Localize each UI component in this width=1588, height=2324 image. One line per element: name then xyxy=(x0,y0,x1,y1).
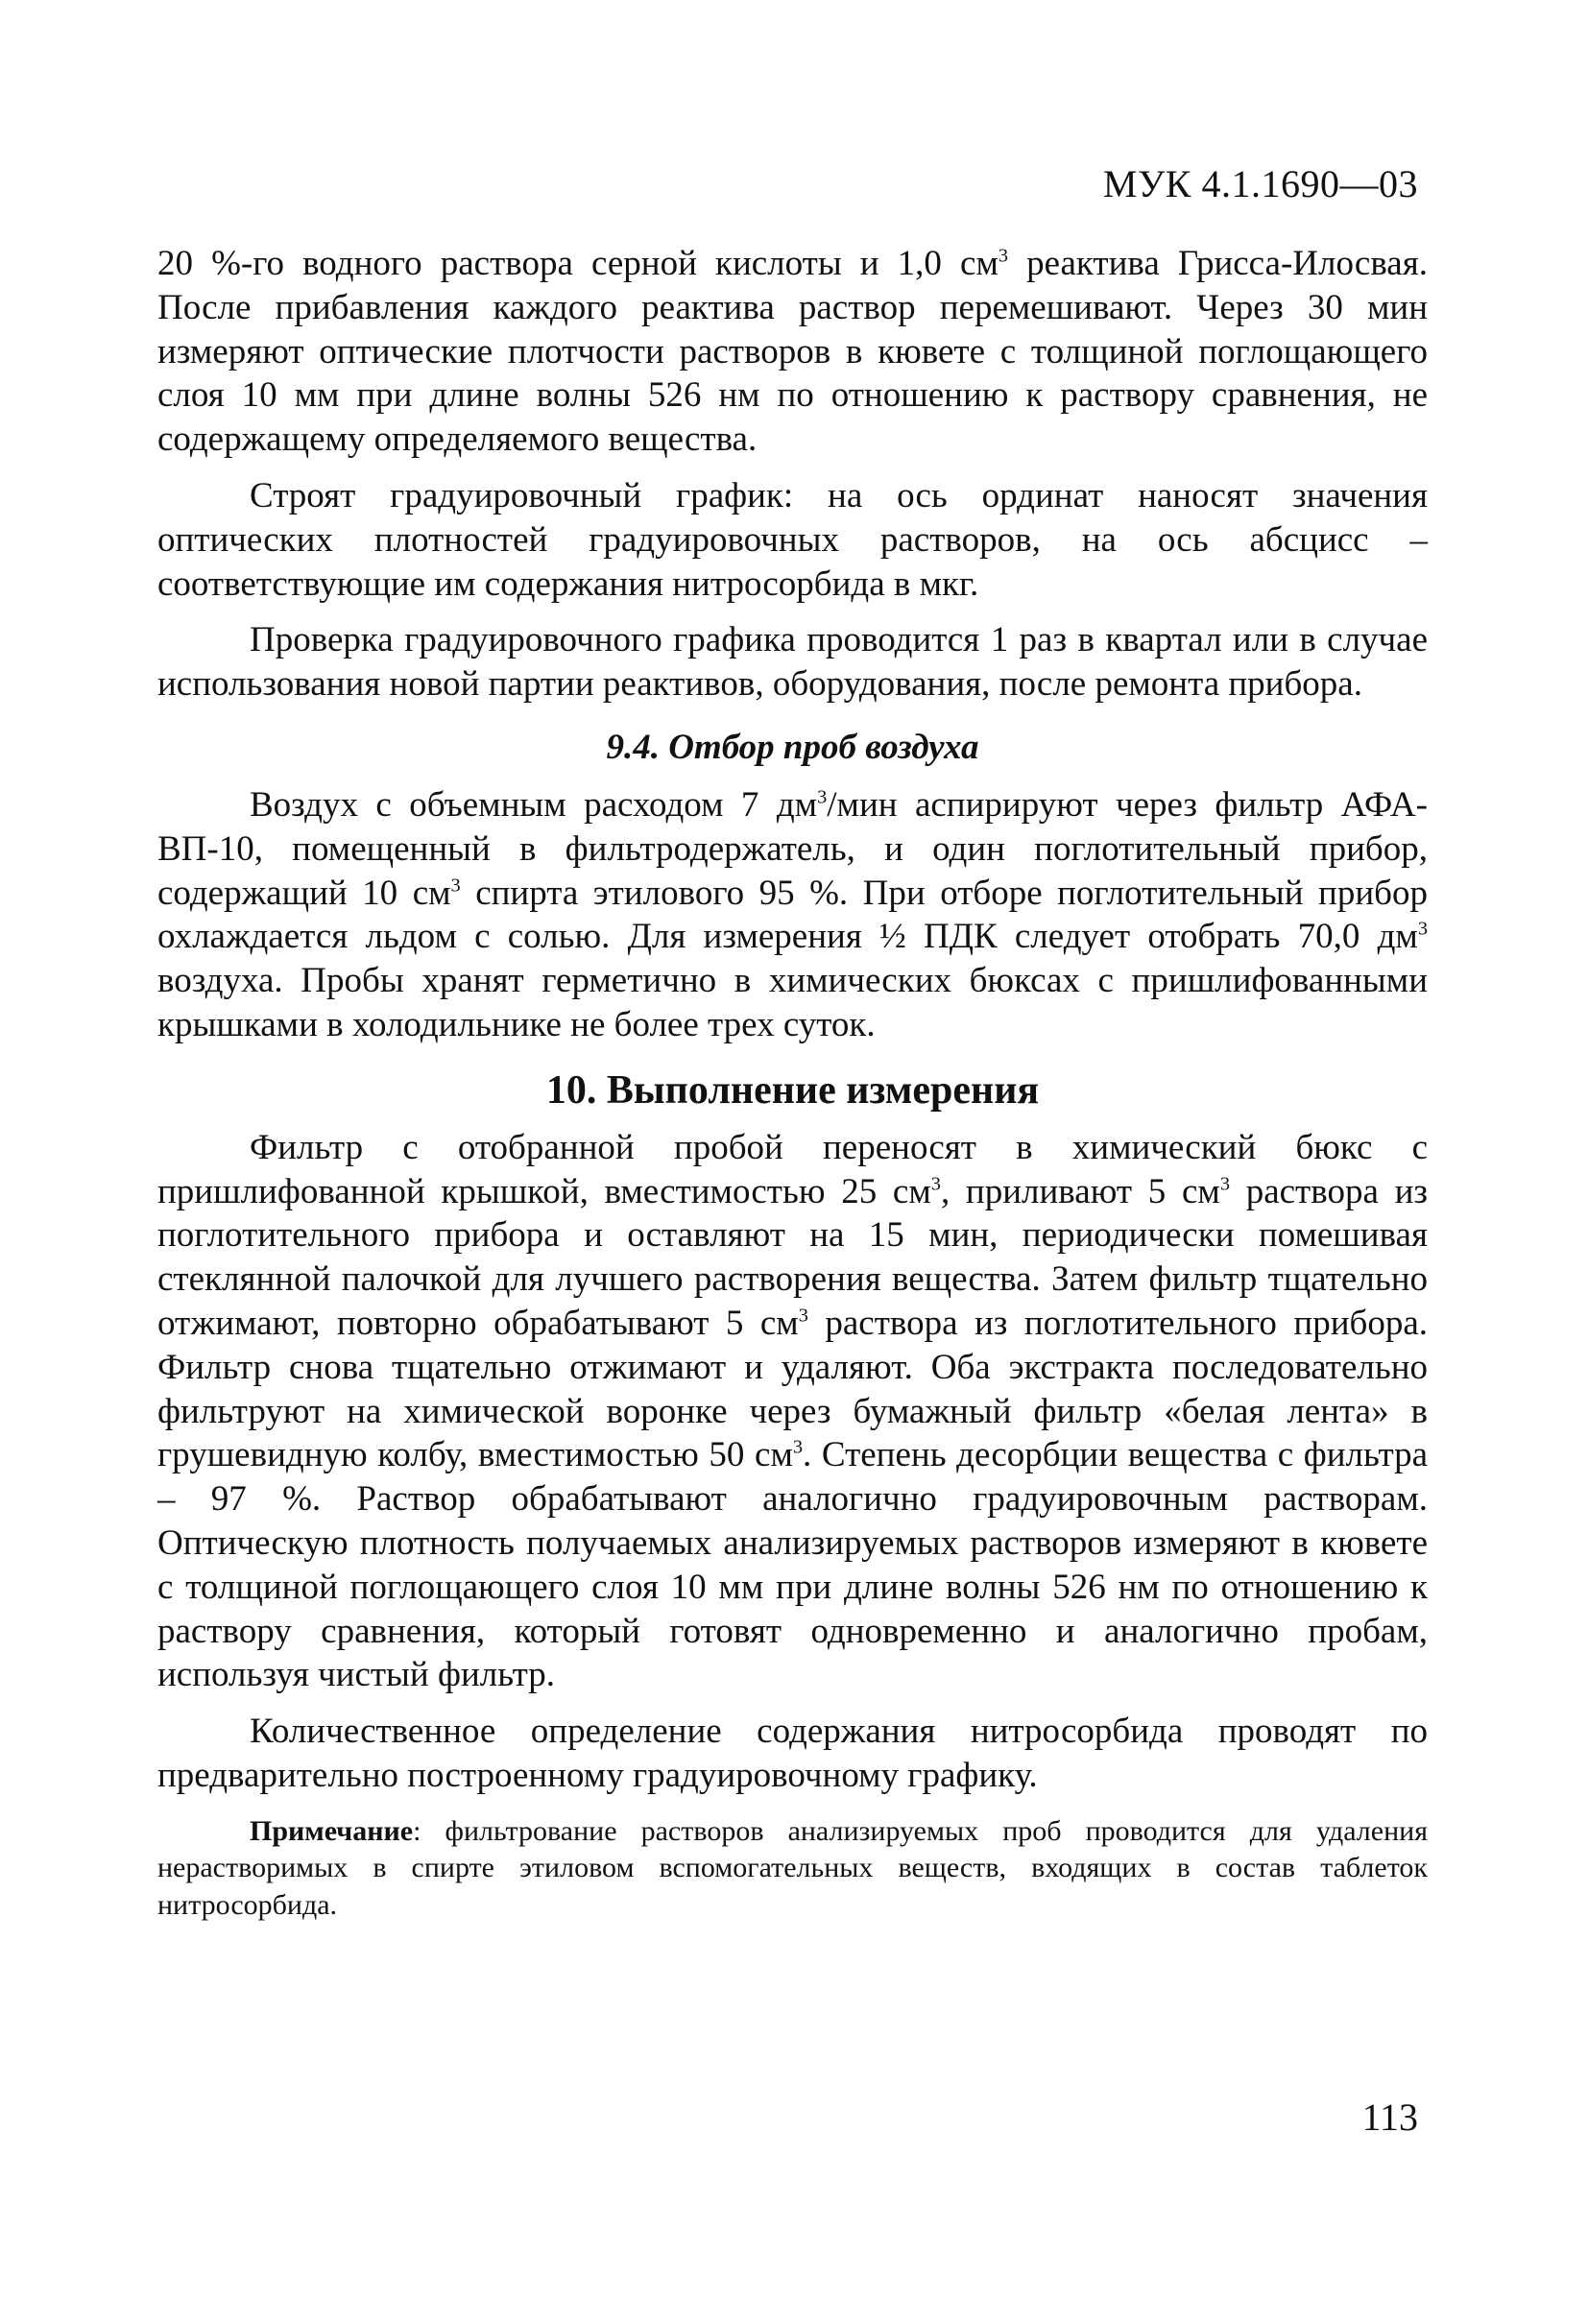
page-body xyxy=(157,242,1428,1924)
section-heading: 10. Выполнение измерения xyxy=(545,1067,1040,1113)
text-run: 20 %-го водного раствора серной кислоты и 1,0 см xyxy=(157,244,999,283)
paragraph-quantitative-determination: Количественное определение содержания нитросорбида проводят по предварительно построенному градуировочному графику. xyxy=(157,1712,1428,1795)
note-text: : фильтрование растворов анализируемых проб проводится для удаления нерастворимых в спирте этиловом вспомогательных веществ, входящих в состав таблеток нитросорбида. xyxy=(157,1814,1428,1921)
superscript: 3 xyxy=(817,786,828,808)
superscript: 3 xyxy=(792,1437,804,1458)
text-run: Воздух с объемным расходом 7 дм xyxy=(250,784,818,825)
paragraph-calibration-graph: Строят градуировочный график: на ось ординат наносят значения оптических плотностей градуировочных растворов, на ось абсцисс – соответствующие им содержания нитросорбида в мкг. xyxy=(157,475,1428,604)
superscript: 3 xyxy=(998,245,1009,267)
paragraph-measurement-procedure xyxy=(157,1126,1428,1697)
text-run: реактива Грисса-Илосвая. После прибавления каждого реактива раствор перемешивают. Через 30 мин измеряют оптические плотчости растворов в кювете с толщиной поглощающего слоя 10 мм при длине волны 526 нм по отношению к раствору сравнения, не содержащему определяемого вещества. xyxy=(157,244,1428,460)
superscript: 3 xyxy=(798,1305,808,1327)
page-number: 113 xyxy=(1361,2096,1418,2139)
note-paragraph xyxy=(157,1813,1428,1925)
text-run: воздуха. Пробы хранят герметично в химических бюксах с пришлифованными крышками в холодильнике не более трех суток. xyxy=(157,961,1428,1044)
superscript: 3 xyxy=(930,1173,941,1195)
text-run: /мин аспирируют через фильтр АФА-ВП-10, помещенный в фильтродержатель, и один поглотительный прибор, содержащий 10 см xyxy=(157,784,1428,913)
text-run: спирта этилового 95 %. При отборе поглотительный прибор охлаждается льдом с солью. Для измерения ½ ПДК следует отобрать 70,0 дм xyxy=(157,873,1428,957)
text-run: раствора из поглотительного прибора. Фильтр снова тщательно отжимают и удаляют. Оба экстракта последовательно фильтруют на химической воронке через бумажный фильтр «белая лента» в грушевидную колбу, вместимостью 50 см xyxy=(157,1303,1428,1475)
superscript: 3 xyxy=(1219,1173,1230,1195)
text-run: Фильтр с отобранной пробой переносят в химический бюкс с пришлифованной крышкой, вместимостью 25 см xyxy=(157,1127,1428,1211)
note-label: Примечание xyxy=(250,1814,414,1847)
text-run: раствора из поглотительного прибора и оставляют на 15 мин, периодически помешивая стеклянной палочкой для лучшего растворения вещества. Затем фильтр тщательно отжимают, повторно обрабатывают 5 см xyxy=(157,1171,1428,1343)
superscript: 3 xyxy=(450,874,461,897)
paragraph-air-sampling xyxy=(157,783,1428,1047)
superscript: 3 xyxy=(1417,919,1428,941)
subsection-heading: 9.4. Отбор проб воздуха xyxy=(606,727,979,767)
paragraph-calibration-check: Проверка градуировочного графика проводится 1 раз в квартал или в случае использования новой партии реактивов, оборудования, после ремонта прибора. xyxy=(157,620,1428,705)
text-run: , приливают 5 см xyxy=(940,1171,1220,1211)
paragraph-reagent-measurement xyxy=(157,242,1428,462)
document-code-header: МУК 4.1.1690—03 xyxy=(1102,162,1418,205)
text-run: . Степень десорбции вещества с фильтра – 97 %. Раствор обрабатывают аналогично градуировочным растворам. Оптическую плотность получаемых анализируемых растворов измеряют в кювете с толщиной поглощающего слоя 10 мм при длине волны 526 нм по отношению к раствору сравнения, который готовят одновременно и аналогично пробам, используя чистый фильтр. xyxy=(157,1435,1428,1695)
